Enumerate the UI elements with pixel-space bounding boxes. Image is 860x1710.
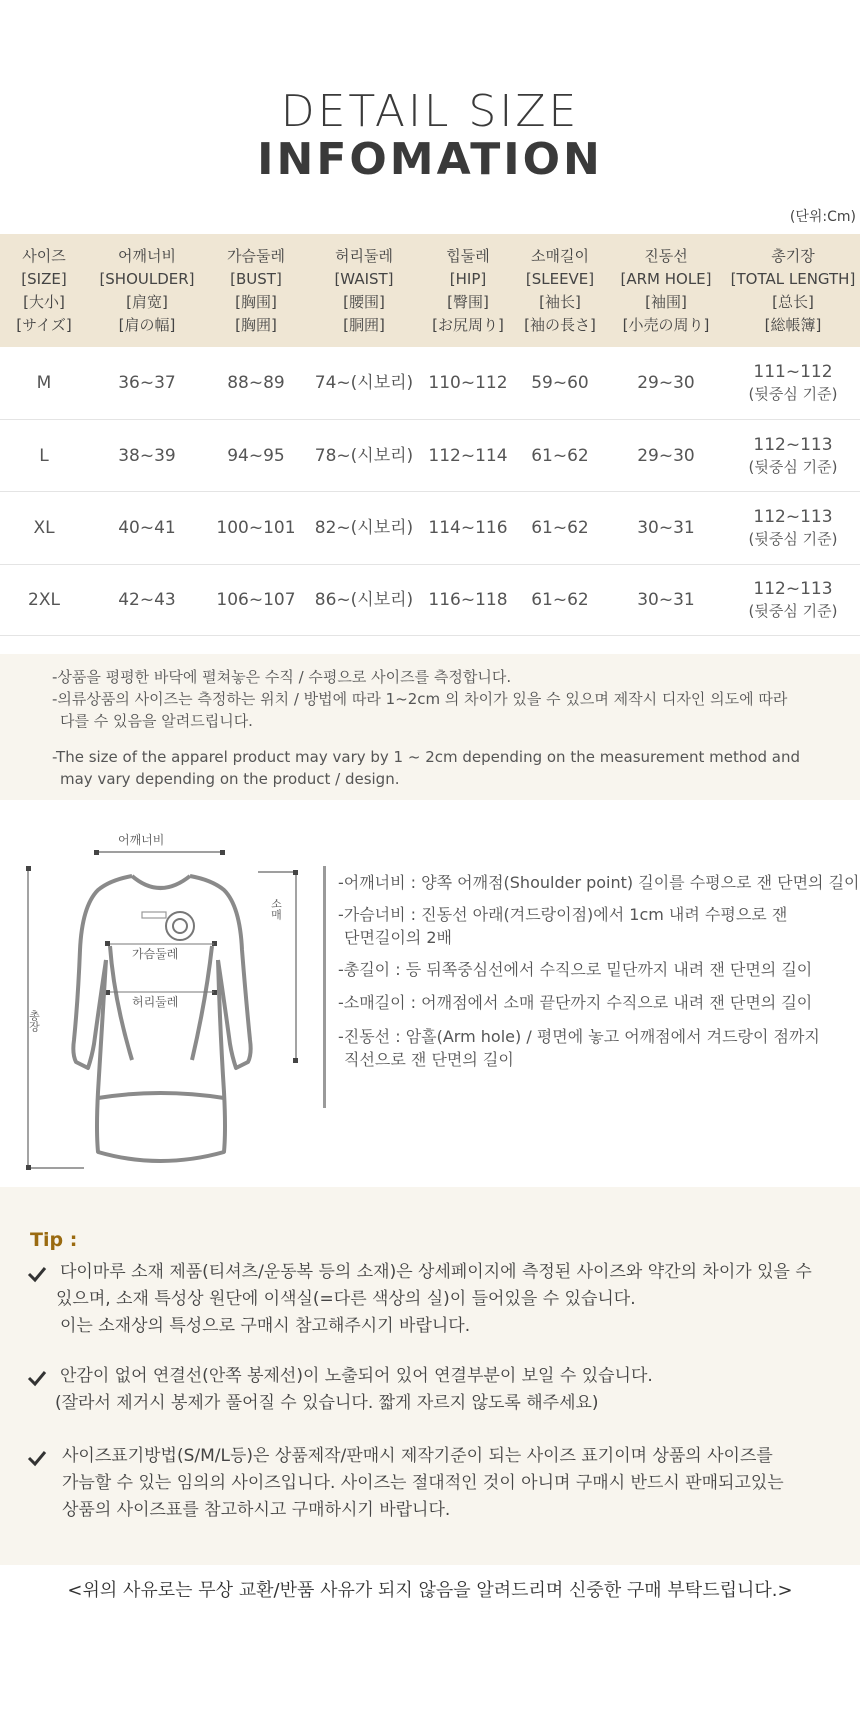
unit-label: (단위:Cm) (789, 209, 856, 225)
cell-bust: 106~107 (206, 565, 306, 636)
tip-text: 이는 소재상의 특성으로 구매시 참고해주시기 바랍니다. (60, 1316, 471, 1336)
def-bust-cont: 단면길이의 2배 (344, 928, 453, 947)
cell-hip: 110~112 (422, 347, 514, 420)
size-table (0, 234, 860, 636)
cell-total-length: 111~112 (뒷중심 기준) (726, 347, 860, 420)
label-total: 총장 (27, 1010, 41, 1032)
cell-shoulder: 36~37 (88, 347, 206, 420)
cell-armhole: 29~30 (606, 420, 726, 492)
def-armhole-cont: 직선으로 잰 단면의 길이 (344, 1050, 514, 1069)
def-sleeve: -소매길이 : 어깨점에서 소매 끝단까지 수직으로 내려 잰 단면의 길이 (338, 993, 813, 1012)
cell-sleeve: 59~60 (514, 347, 606, 420)
tip-text: 있으며, 소재 특성상 원단에 이색실(=다른 색상의 실)이 들어있을 수 있습니다. (56, 1289, 636, 1309)
note-line: -상품을 평평한 바닥에 펼쳐놓은 수직 / 수평으로 사이즈를 측정합니다. (52, 668, 512, 686)
cell-waist: 74~(시보리) (306, 347, 422, 420)
note-line: may vary depending on the product / design. (60, 770, 400, 788)
header-shoulder: 어깨너비 [SHOULDER] [肩宽] [肩の幅] (88, 234, 206, 347)
tip-text: 사이즈표기방법(S/M/L등)은 상품제작/판매시 제작기준이 되는 사이즈 표기이며 상품의 사이즈를 (62, 1446, 773, 1466)
cell-shoulder: 40~41 (88, 492, 206, 565)
check-icon (26, 1447, 48, 1469)
cell-size: XL (0, 492, 88, 565)
def-shoulder: -어깨너비 : 양쪽 어깨점(Shoulder point) 길이를 수평으로 잰 단면의 길이 (338, 873, 860, 892)
table-row (0, 347, 860, 420)
table-row (0, 420, 860, 492)
cell-bust: 94~95 (206, 420, 306, 492)
divider (323, 866, 326, 1108)
def-armhole: -진동선 : 암홀(Arm hole) / 평면에 놓고 어깨점에서 겨드랑이 점까지 (338, 1027, 820, 1046)
header-waist: 허리둘레 [WAIST] [腰围] [胴囲] (306, 234, 422, 347)
def-total-length: -총길이 : 등 뒤쪽중심선에서 수직으로 밑단까지 내려 잰 단면의 길이 (338, 960, 813, 979)
label-bust: 가슴둘레 (132, 947, 179, 961)
header-hip: 힙둘레 [HIP] [臀围] [お尻周り] (422, 234, 514, 347)
cell-waist: 86~(시보리) (306, 565, 422, 636)
table-header-row (0, 234, 860, 347)
cell-total-length: 112~113 (뒷중심 기준) (726, 565, 860, 636)
cell-armhole: 30~31 (606, 492, 726, 565)
cell-total-length: 112~113 (뒷중심 기준) (726, 420, 860, 492)
cell-waist: 78~(시보리) (306, 420, 422, 492)
cell-size: M (0, 347, 88, 420)
cell-waist: 82~(시보리) (306, 492, 422, 565)
label-shoulder: 어깨너비 (118, 833, 165, 847)
cell-bust: 88~89 (206, 347, 306, 420)
header-bust: 가슴둘레 [BUST] [胸围] [胸囲] (206, 234, 306, 347)
table-row (0, 565, 860, 636)
cell-armhole: 30~31 (606, 565, 726, 636)
page-title-line2: INFOMATION (257, 134, 603, 185)
tip-text: 다이마루 소재 제품(티셔츠/운동복 등의 소재)은 상세페이지에 측정된 사이즈와 약간의 차이가 있을 수 (60, 1262, 812, 1282)
cell-sleeve: 61~62 (514, 565, 606, 636)
tip-text: 안감이 없어 연결선(안쪽 봉제선)이 노출되어 있어 연결부분이 보일 수 있습니다. (60, 1366, 653, 1386)
flower-brooch (166, 912, 194, 940)
label-waist: 허리둘레 (132, 995, 179, 1009)
cell-hip: 112~114 (422, 420, 514, 492)
measurement-notes (0, 654, 860, 800)
page-title-line1: DETAIL SIZE (280, 86, 580, 137)
check-icon (26, 1367, 48, 1389)
cell-shoulder: 38~39 (88, 420, 206, 492)
header-armhole: 진동선 [ARM HOLE] [袖围] [小売の周り] (606, 234, 726, 347)
note-line: -The size of the apparel product may vary by 1 ~ 2cm depending on the measurement method and (52, 748, 801, 766)
table-row (0, 492, 860, 565)
cell-hip: 114~116 (422, 492, 514, 565)
header-total-length: 총기장 [TOTAL LENGTH] [总长] [総帳簿] (726, 234, 860, 347)
note-line: 다를 수 있음을 알려드립니다. (60, 712, 253, 730)
tip-title: Tip : (30, 1229, 78, 1251)
tip-text: (잘라서 제거시 봉제가 풀어질 수 있습니다. 짧게 자르지 않도록 해주세요) (55, 1393, 599, 1413)
note-line: -의류상품의 사이즈는 측정하는 위치 / 방법에 따라 1~2cm 의 차이가 있을 수 있으며 제작시 디자인 의도에 따라 (52, 690, 788, 708)
tip-text: 상품의 사이즈표를 참고하시고 구매하시기 바랍니다. (62, 1500, 451, 1520)
def-bust: -가슴너비 : 진동선 아래(겨드랑이점)에서 1cm 내려 수평으로 잰 (338, 905, 788, 924)
cell-size: L (0, 420, 88, 492)
cell-hip: 116~118 (422, 565, 514, 636)
header-sleeve: 소매길이 [SLEEVE] [袖长] [袖の長さ] (514, 234, 606, 347)
tip-text: 가늠할 수 있는 임의의 사이즈입니다. 사이즈는 절대적인 것이 아니며 구매시 반드시 판매되고있는 (62, 1473, 784, 1493)
cell-armhole: 29~30 (606, 347, 726, 420)
dress-diagram (14, 830, 300, 1170)
header-size: 사이즈 [SIZE] [大小] [サイズ] (0, 234, 88, 347)
cell-sleeve: 61~62 (514, 492, 606, 565)
cell-sleeve: 61~62 (514, 420, 606, 492)
cell-shoulder: 42~43 (88, 565, 206, 636)
label-sleeve: 소매 (269, 898, 283, 920)
cell-size: 2XL (0, 565, 88, 636)
footer-notice: <위의 사유로는 무상 교환/반품 사유가 되지 않음을 알려드리며 신중한 구매 부탁드립니다.> (67, 1580, 793, 1601)
check-icon (26, 1263, 48, 1285)
cell-total-length: 112~113 (뒷중심 기준) (726, 492, 860, 565)
cell-bust: 100~101 (206, 492, 306, 565)
tip-box (0, 1187, 860, 1565)
